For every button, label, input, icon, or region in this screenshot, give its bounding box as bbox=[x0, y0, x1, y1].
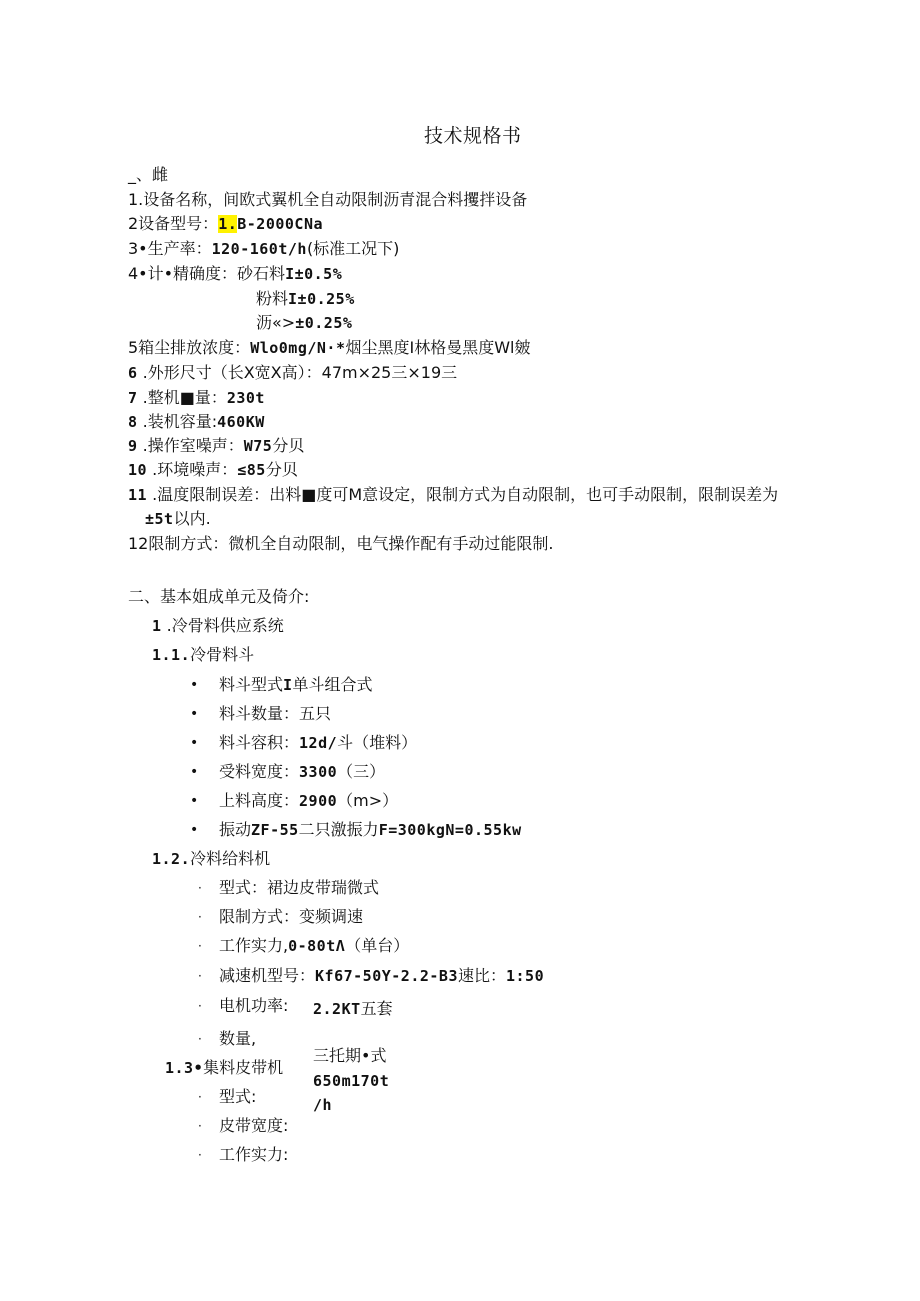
list-item-value2: F=300kgN=0.55kw bbox=[378, 821, 522, 839]
subsection-1-3 bbox=[165, 1058, 283, 1078]
section2-heading: 二、基本姐成单元及倚介: bbox=[128, 587, 310, 606]
list-item bbox=[219, 1087, 256, 1107]
subsection-1-2-num: 1.2. bbox=[152, 850, 191, 868]
subsection-1-1-num: 1.1. bbox=[152, 646, 191, 664]
list-item-label: 振动 bbox=[219, 820, 252, 839]
spec-5-label: 5箱尘排放浓度： bbox=[128, 338, 251, 357]
spec-9-value: W75 bbox=[243, 437, 273, 455]
spec-4-label: 4•计•精确度：砂石料 bbox=[128, 264, 286, 283]
subsection-1-1 bbox=[152, 645, 254, 665]
spec-10 bbox=[128, 460, 298, 480]
dot-icon: · bbox=[198, 999, 202, 1013]
spec-8-label: .装机容量: bbox=[142, 412, 218, 431]
subsection-1-3-label: 集料皮带机 bbox=[203, 1058, 284, 1077]
list-item-label: 数量, bbox=[219, 1029, 257, 1048]
spec-2 bbox=[128, 214, 323, 234]
dot-icon: · bbox=[198, 1090, 202, 1104]
list-item bbox=[219, 996, 288, 1016]
list-item-label: 减速机型号： bbox=[219, 966, 316, 985]
list-item bbox=[219, 1029, 256, 1049]
spec-5-value: Wlo0mg∕N·* bbox=[250, 339, 346, 357]
section1-heading: _、雌 bbox=[128, 165, 169, 184]
list-item-label: 工作实力: bbox=[219, 1145, 289, 1164]
bullet-icon: • bbox=[190, 822, 199, 838]
list-item bbox=[219, 966, 544, 986]
list-item bbox=[219, 820, 522, 840]
bullet-icon: • bbox=[190, 764, 199, 780]
spec-8 bbox=[128, 412, 265, 432]
spec-3-value: 120-160t/h bbox=[211, 240, 307, 258]
spec-3 bbox=[128, 239, 399, 259]
power-value-tail: 五套 bbox=[360, 999, 393, 1018]
spec-10-value: ≤85 bbox=[237, 461, 266, 479]
list-item-value: I bbox=[283, 676, 293, 694]
spec-4b-label: 粉料 bbox=[256, 289, 289, 308]
spec-4-value: I±0.5% bbox=[285, 265, 343, 283]
col-type-value: 三托期•式 bbox=[313, 1046, 387, 1065]
subsection-1-1-label: 冷骨料斗 bbox=[190, 645, 255, 664]
list-item-value2: 1:50 bbox=[506, 967, 545, 985]
spec-11 bbox=[128, 485, 778, 505]
spec-7-value: 230t bbox=[226, 389, 265, 407]
spec-4c bbox=[256, 313, 352, 333]
list-item-value: ZF-55 bbox=[251, 821, 299, 839]
list-item-label: 皮带宽度: bbox=[219, 1116, 289, 1135]
list-item bbox=[219, 791, 398, 811]
list-item-label: 型式：裙边皮带瑞微式 bbox=[219, 878, 380, 897]
list-item bbox=[219, 878, 379, 898]
dot-icon: · bbox=[198, 1148, 202, 1162]
spec-8-value: 460KW bbox=[217, 413, 265, 431]
spec-7-num: 7 bbox=[128, 389, 138, 407]
subsection-1-2 bbox=[152, 849, 270, 869]
list-item-tail: 速比： bbox=[457, 966, 506, 985]
list-item-label: 受料宽度： bbox=[219, 762, 300, 781]
spec-11-cont bbox=[145, 509, 211, 529]
list-item-label: 料斗容积： bbox=[219, 733, 300, 752]
spec-11-cont-text: 以内. bbox=[173, 509, 211, 528]
list-item bbox=[219, 907, 363, 927]
bullet-icon: • bbox=[190, 706, 199, 722]
col-width-value: 650m170t bbox=[313, 1072, 390, 1090]
spec-10-unit: 分贝 bbox=[265, 460, 298, 479]
spec-6-num: 6 bbox=[128, 364, 138, 382]
dot-icon: · bbox=[198, 1032, 202, 1046]
list-item-label: 限制方式：变频调速 bbox=[219, 907, 364, 926]
list-item-value: 2900 bbox=[299, 792, 338, 810]
spec-3-note: (标准工况下) bbox=[306, 239, 400, 258]
list-item bbox=[219, 704, 331, 724]
spec-5-note: 烟尘黑度I林格曼黑度Wl皴 bbox=[345, 338, 531, 357]
list-item bbox=[219, 675, 373, 695]
spec-11-text: .温度限制误差：出料■度可M意设定，限制方式为自动限制，也可手动限制，限制误差为 bbox=[152, 485, 779, 504]
spec-11-num: 11 bbox=[128, 486, 148, 504]
spec-3-label: 3•生产率： bbox=[128, 239, 212, 258]
list-item-value: 3300 bbox=[299, 763, 338, 781]
list-item bbox=[219, 733, 417, 753]
list-item-tail: 二只激振力 bbox=[298, 820, 379, 839]
spec-4b bbox=[256, 289, 355, 309]
spec-9-label: .操作室噪声： bbox=[142, 436, 244, 455]
subsection-1 bbox=[152, 616, 284, 636]
list-item-label: 料斗型式 bbox=[219, 675, 284, 694]
power-value bbox=[313, 999, 393, 1019]
list-item-value: 12d/ bbox=[299, 734, 338, 752]
list-item-tail: （三） bbox=[337, 762, 386, 781]
spec-9-unit: 分贝 bbox=[272, 436, 305, 455]
spec-7 bbox=[128, 388, 265, 408]
spec-9 bbox=[128, 436, 304, 456]
bullet-icon: • bbox=[190, 677, 199, 693]
spec-10-label: .环境噪声： bbox=[152, 460, 238, 479]
power-value-number: 2.2KT bbox=[313, 1000, 361, 1018]
spec-2-highlight: 1. bbox=[218, 215, 238, 233]
list-item-label: 料斗数量：五只 bbox=[219, 704, 332, 723]
spec-8-num: 8 bbox=[128, 413, 138, 431]
spec-7-label: .整机■量： bbox=[142, 388, 227, 407]
spec-1: 1.设备名称，间欧式翼机全自动限制沥青混合料攫拌设备 bbox=[128, 190, 528, 209]
list-item bbox=[219, 1116, 288, 1136]
list-item-label: 工作实力, bbox=[219, 936, 289, 955]
spec-6-value: 47m×25三×19三 bbox=[321, 363, 458, 382]
spec-12: 12限制方式：微机全自动限制，电气操作配有手动过能限制. bbox=[128, 534, 554, 553]
col-unit-value: ∕h bbox=[313, 1096, 333, 1114]
list-item-label: 上料高度： bbox=[219, 791, 300, 810]
list-item-tail: （单台） bbox=[345, 936, 410, 955]
spec-4b-value: I±0.25% bbox=[288, 290, 355, 308]
list-item bbox=[219, 936, 409, 956]
spec-4 bbox=[128, 264, 342, 284]
list-item-value: Kf67-50Y-2.2-B3 bbox=[315, 967, 458, 985]
dot-icon: · bbox=[198, 881, 202, 895]
spec-4c-label: 沥«> bbox=[256, 313, 296, 332]
spec-11-cont-value: ±5t bbox=[145, 510, 174, 528]
list-item bbox=[219, 762, 385, 782]
spec-2-value: B-2000CNa bbox=[237, 215, 324, 233]
spec-4c-value: ±0.25% bbox=[295, 314, 353, 332]
bullet-icon: • bbox=[190, 735, 199, 751]
spec-5 bbox=[128, 338, 531, 358]
list-item-value: 0-80tΛ bbox=[288, 937, 346, 955]
subsection-1-2-label: 冷料给料机 bbox=[190, 849, 271, 868]
bullet-icon: • bbox=[190, 793, 199, 809]
list-item-label: 型式: bbox=[219, 1087, 257, 1106]
spec-10-num: 10 bbox=[128, 461, 148, 479]
list-item bbox=[219, 1145, 288, 1165]
list-item-label: 电机功率: bbox=[219, 996, 289, 1015]
subsection-1-label: .冷骨料供应系统 bbox=[166, 616, 284, 635]
document-title: 技术规格书 bbox=[424, 125, 522, 147]
spec-6-label: .外形尺寸（长X宽X高）： bbox=[142, 363, 322, 382]
list-item-tail: （m>） bbox=[337, 791, 399, 810]
spec-9-num: 9 bbox=[128, 437, 138, 455]
spec-2-label: 2设备型号： bbox=[128, 214, 219, 233]
dot-icon: · bbox=[198, 910, 202, 924]
subsection-1-3-num: 1.3• bbox=[165, 1059, 204, 1077]
dot-icon: · bbox=[198, 969, 202, 983]
spec-6 bbox=[128, 363, 457, 383]
list-item-tail: 斗（堆料） bbox=[337, 733, 418, 752]
subsection-1-num: 1 bbox=[152, 617, 162, 635]
dot-icon: · bbox=[198, 939, 202, 953]
dot-icon: · bbox=[198, 1119, 202, 1133]
list-item-tail: 单斗组合式 bbox=[292, 675, 373, 694]
